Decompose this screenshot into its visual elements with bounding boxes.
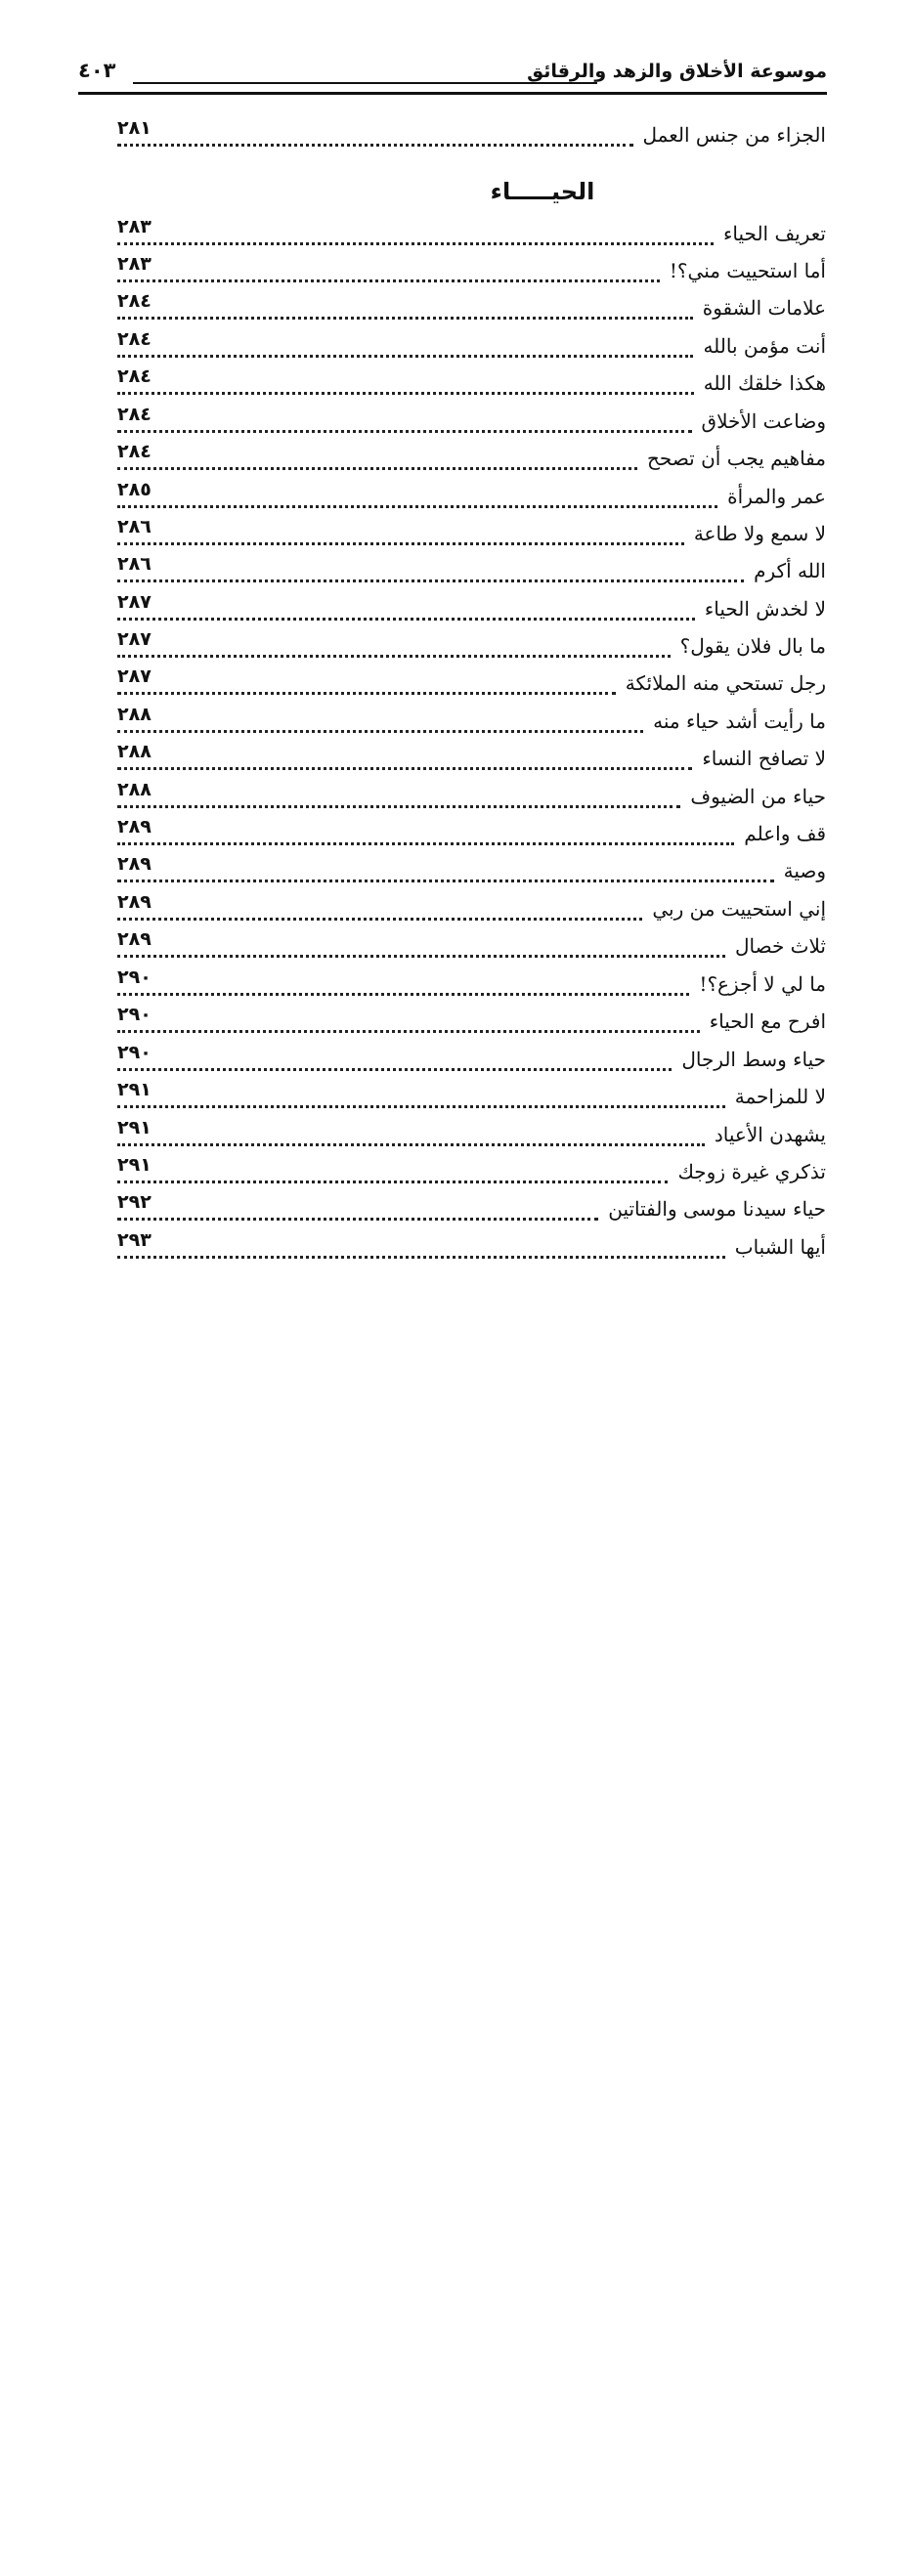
toc-entry-page: ٢٨٨ xyxy=(117,741,152,762)
header-rule xyxy=(133,82,597,84)
toc-entry xyxy=(117,1229,826,1265)
toc-entry xyxy=(117,1004,826,1039)
page-number: ٤٠٣ xyxy=(78,59,116,82)
toc-entry xyxy=(117,253,826,288)
toc-entry-page: ٢٨٤ xyxy=(117,404,152,425)
toc-entry-page: ٢٨٧ xyxy=(117,591,152,613)
toc-entry-page: ٢٩١ xyxy=(117,1117,152,1138)
toc-entry-title: هكذا خلقك الله xyxy=(703,371,826,395)
toc-entry xyxy=(117,328,826,364)
toc-entry xyxy=(117,553,826,588)
toc-entry xyxy=(117,591,826,626)
toc-entry-page: ٢٨٤ xyxy=(117,290,152,312)
toc-entry-title: الله أكرم xyxy=(754,559,826,582)
toc-entry xyxy=(117,441,826,476)
toc-entry-title: لا سمع ولا طاعة xyxy=(693,522,826,545)
toc-entry-title: ثلاث خصال xyxy=(734,934,826,958)
toc-entry-title: وصية xyxy=(783,859,826,882)
toc-entry-page: ٢٨٤ xyxy=(117,441,152,462)
toc-entry xyxy=(117,628,826,664)
toc-entry xyxy=(117,779,826,814)
toc-entry-page: ٢٩٣ xyxy=(117,1229,152,1251)
toc-entry-title: مفاهيم يجب أن تصحح xyxy=(647,447,826,470)
toc-entry xyxy=(117,1191,826,1226)
toc-entry xyxy=(117,117,826,152)
toc-entry xyxy=(117,741,826,776)
toc-entry xyxy=(117,853,826,888)
toc-entry-page: ٢٨٩ xyxy=(117,853,152,875)
toc-entry-title: افرح مع الحياء xyxy=(709,1009,826,1033)
toc-entry xyxy=(117,891,826,926)
toc-entry-title: لا لخدش الحياء xyxy=(704,597,826,621)
toc-entry-page: ٢٩٠ xyxy=(117,1004,152,1025)
book-title: موسوعة الأخلاق والزهد والرقائق xyxy=(527,61,827,82)
toc-entry-page: ٢٨٣ xyxy=(117,253,152,275)
toc-entry-title: حياء وسط الرجال xyxy=(681,1048,826,1071)
toc-entry-title: علامات الشقوة xyxy=(702,296,826,320)
toc-entry-title: وضاعت الأخلاق xyxy=(701,409,826,433)
toc-entry-title: حياء سيدنا موسى والفتاتين xyxy=(608,1197,826,1221)
toc-entry-title: قف واعلم xyxy=(744,822,826,845)
toc-entry-title: لا للمزاحمة xyxy=(734,1085,826,1108)
toc-entry-page: ٢٨٨ xyxy=(117,704,152,725)
running-header xyxy=(78,55,827,94)
toc-entry xyxy=(117,216,826,251)
toc-entry-page: ٢٨٧ xyxy=(117,628,152,650)
toc-entry-page: ٢٨٥ xyxy=(117,479,152,500)
toc-entry-page: ٢٨٩ xyxy=(117,891,152,913)
toc-entry-title: أنت مؤمن بالله xyxy=(703,334,826,358)
toc-entry xyxy=(117,1042,826,1077)
toc-entry-title: أيها الشباب xyxy=(734,1235,826,1259)
toc-entry-page: ٢٨٩ xyxy=(117,928,152,950)
toc-entry-title: أما استحييت مني؟! xyxy=(669,259,826,282)
toc-entry-page: ٢٩٠ xyxy=(117,966,152,988)
toc-entry-page: ٢٩١ xyxy=(117,1079,152,1100)
toc-entry-title: الجزاء من جنس العمل xyxy=(642,123,826,147)
toc-entry-page: ٢٨١ xyxy=(117,117,152,139)
toc-entry-title: يشهدن الأعياد xyxy=(714,1123,826,1146)
toc-entry-page: ٢٨٨ xyxy=(117,779,152,800)
toc-entry-title: تذكري غيرة زوجك xyxy=(677,1160,826,1183)
toc-entry xyxy=(117,365,826,401)
toc-entry-page: ٢٨٤ xyxy=(117,365,152,387)
toc-entry xyxy=(117,479,826,514)
toc-entry xyxy=(117,928,826,964)
toc-entry xyxy=(117,1117,826,1152)
toc-entry xyxy=(117,966,826,1002)
toc-entry-title: حياء من الضيوف xyxy=(690,785,826,808)
toc-entry-page: ٢٨٣ xyxy=(117,216,152,237)
toc-entry xyxy=(117,1154,826,1189)
toc-entry-title: رجل تستحي منه الملائكة xyxy=(625,671,826,695)
toc-entry-page: ٢٨٦ xyxy=(117,516,152,537)
header-base-rule xyxy=(78,92,827,95)
toc-entry-title: ما لي لا أجزع؟! xyxy=(699,972,826,996)
toc-entry xyxy=(117,704,826,739)
toc-entry xyxy=(117,404,826,439)
toc-entry xyxy=(117,516,826,551)
toc-entry-page: ٢٩٢ xyxy=(117,1191,152,1213)
toc-entry xyxy=(117,290,826,325)
toc-entry-title: تعريف الحياء xyxy=(723,222,826,245)
toc-entry-page: ٢٩١ xyxy=(117,1154,152,1176)
toc-entry-page: ٢٩٠ xyxy=(117,1042,152,1063)
toc-entry-page: ٢٨٤ xyxy=(117,328,152,350)
toc-entry xyxy=(117,1079,826,1114)
toc-entry-page: ٢٨٧ xyxy=(117,665,152,687)
toc-entry xyxy=(117,816,826,851)
toc-entry-title: ما بال فلان يقول؟ xyxy=(679,634,826,658)
toc-entry-page: ٢٨٦ xyxy=(117,553,152,575)
section-heading: الحيـــــاء xyxy=(490,178,595,205)
toc-entry-title: إني استحييت من ربي xyxy=(652,897,826,921)
toc-entry-title: لا تصافح النساء xyxy=(702,747,826,770)
toc-entry-title: ما رأيت أشد حياء منه xyxy=(653,709,826,733)
toc-entry-page: ٢٨٩ xyxy=(117,816,152,837)
toc-entry-title: عمر والمرأة xyxy=(727,485,826,508)
toc-entry xyxy=(117,665,826,701)
